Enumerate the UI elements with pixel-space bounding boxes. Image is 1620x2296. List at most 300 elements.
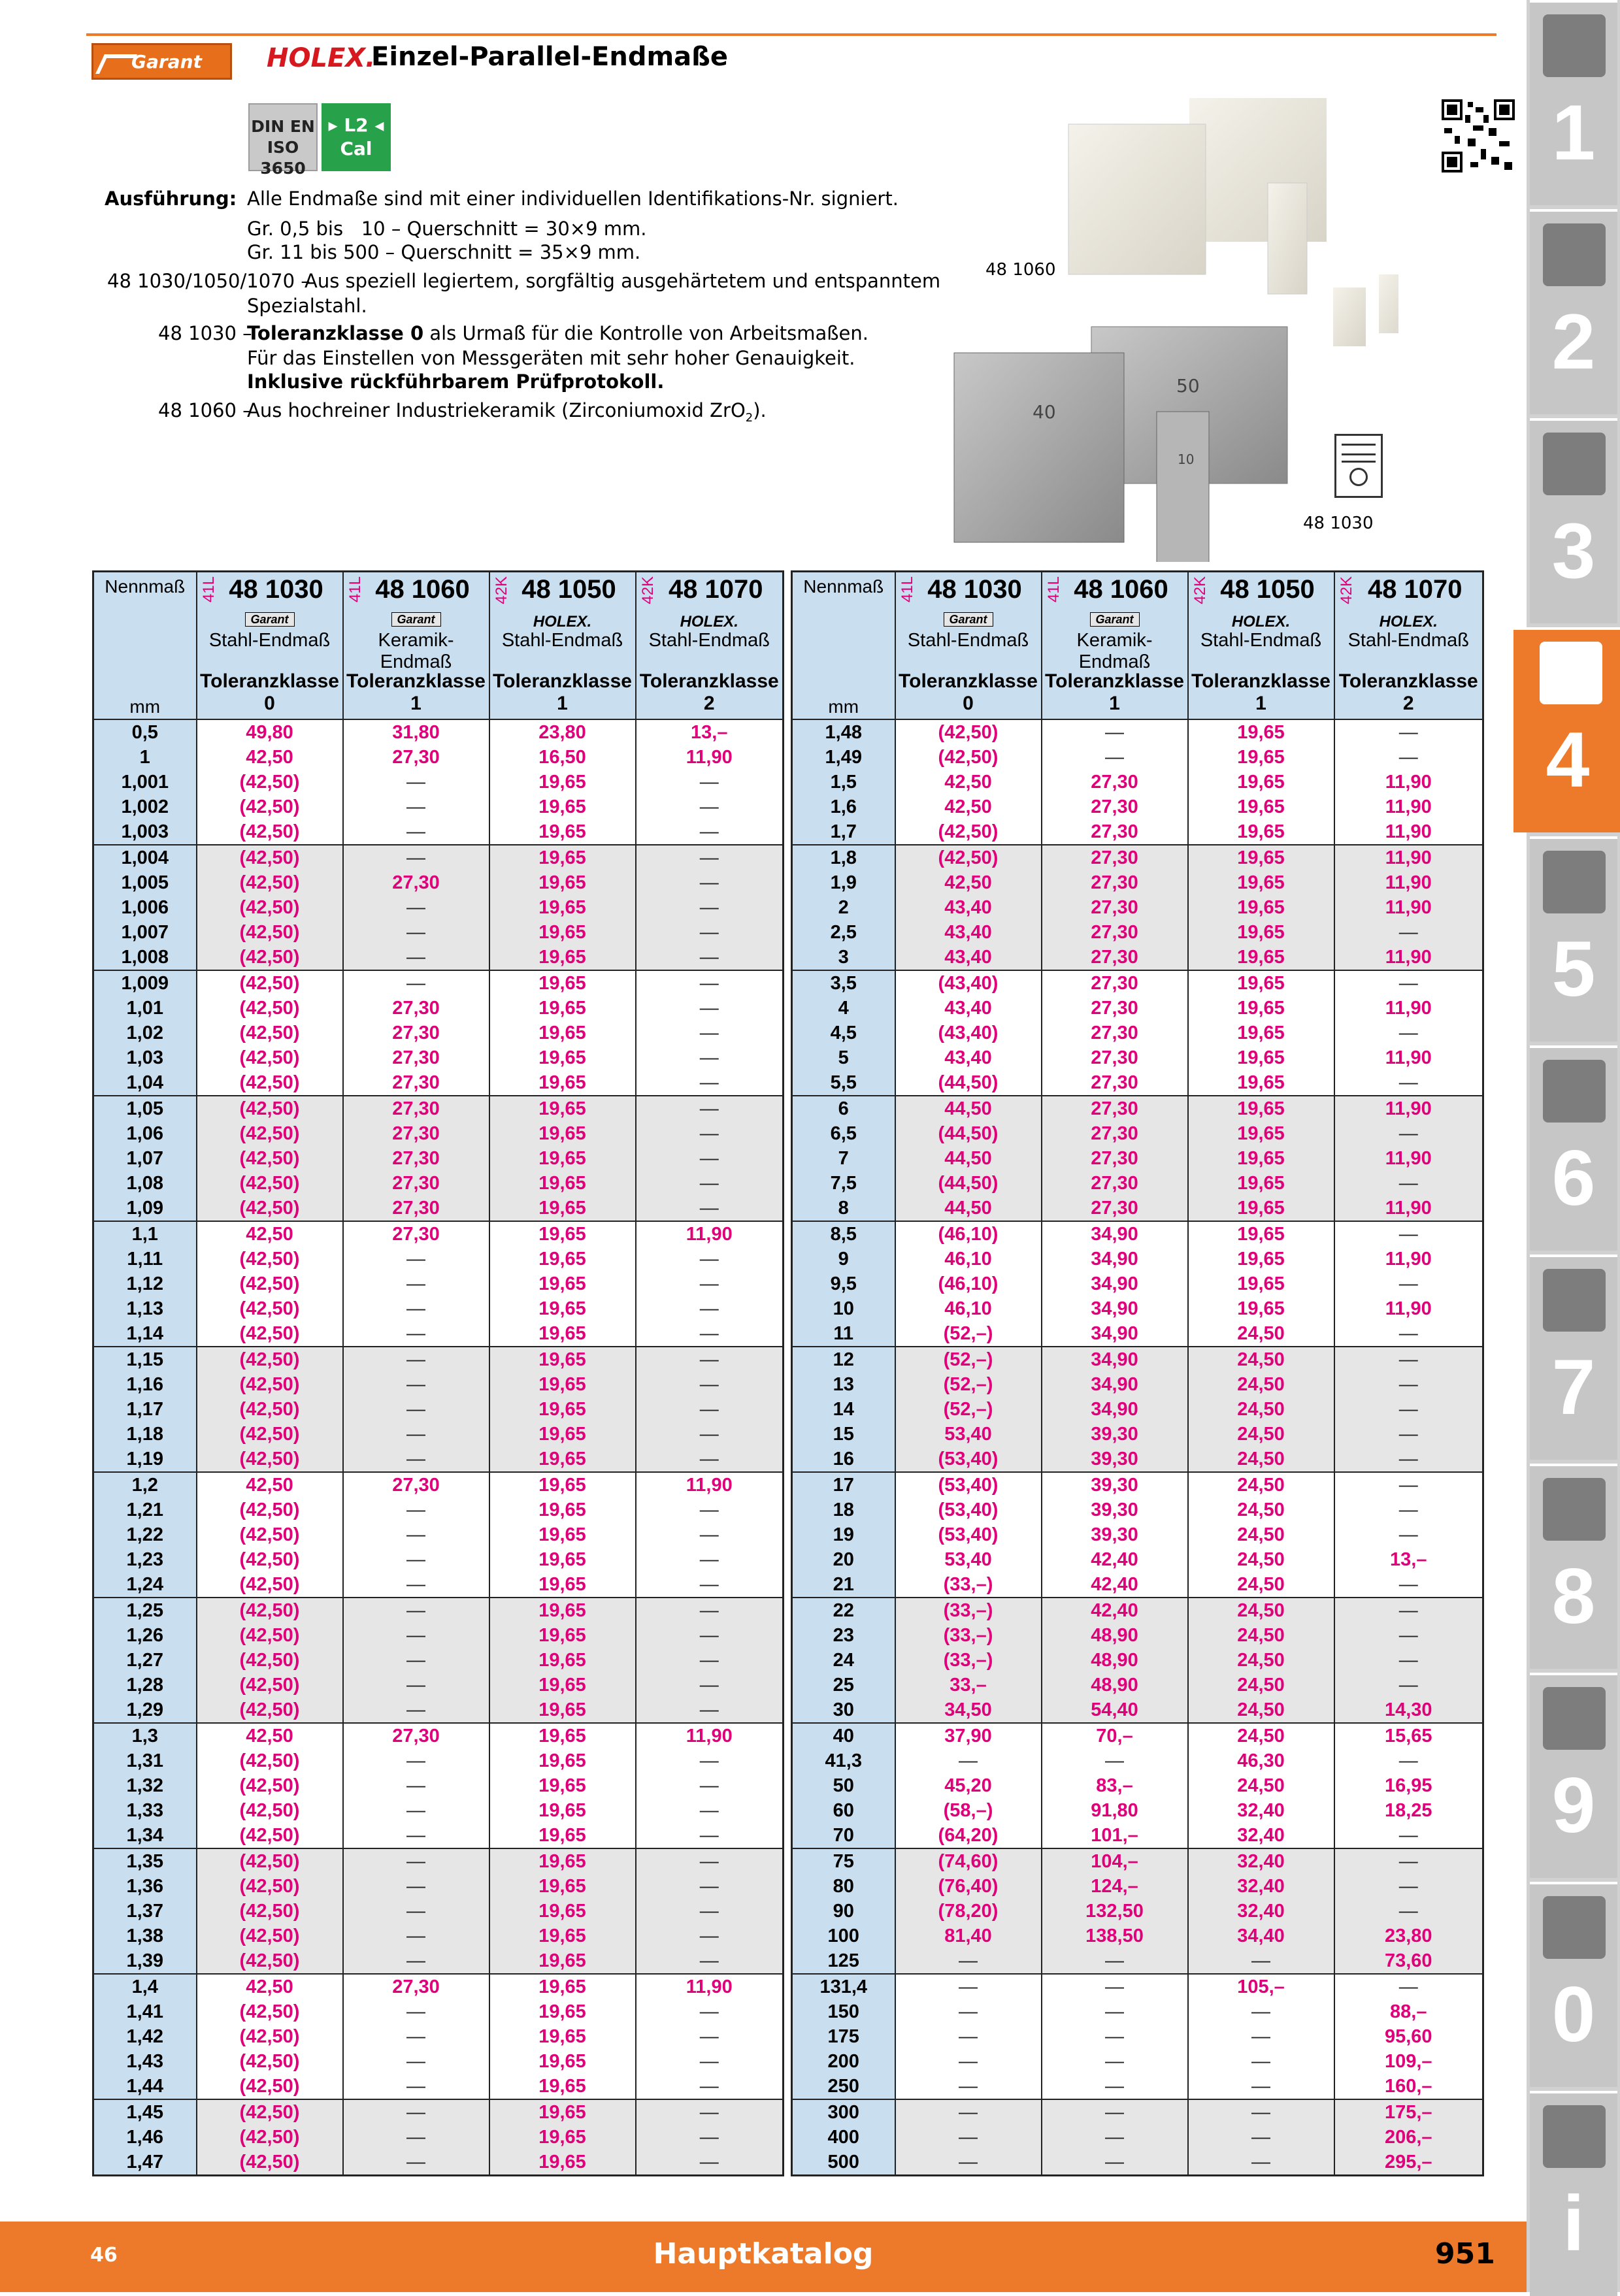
size-cell: 1,008: [93, 945, 197, 970]
chapter-tab-2[interactable]: [1530, 209, 1617, 414]
article-code: 42K: [1337, 576, 1355, 604]
price-cell: 19,65: [489, 1221, 636, 1247]
price-cell: (78,20): [895, 1899, 1042, 1924]
price-cell: 24,50: [1188, 1472, 1334, 1498]
table-row: [93, 1673, 784, 1697]
price-cell: (52,–): [895, 1321, 1042, 1347]
price-cell: 24,50: [1188, 1572, 1334, 1598]
size-cell: 1,006: [93, 895, 197, 920]
price-cell: —: [636, 1397, 784, 1422]
price-cell: 24,50: [1188, 1598, 1334, 1623]
size-cell: 1,07: [93, 1146, 197, 1171]
price-cell: 19,65: [1188, 1096, 1334, 1121]
size-cell: 1,27: [93, 1648, 197, 1673]
price-cell: 19,65: [1188, 1271, 1334, 1296]
size-cell: 1,26: [93, 1623, 197, 1648]
price-cell: 32,40: [1188, 1874, 1334, 1899]
price-cell: —: [1042, 745, 1188, 770]
price-cell: 19,65: [1188, 719, 1334, 745]
price-cell: 19,65: [1188, 845, 1334, 870]
table-row: [792, 845, 1483, 870]
tolerance-value: 1: [1255, 693, 1266, 714]
table-row: [792, 1697, 1483, 1723]
price-cell: 19,65: [489, 895, 636, 920]
size-cell: 1,02: [93, 1021, 197, 1045]
chapter-tab-3[interactable]: [1530, 418, 1617, 623]
table-row: [93, 1221, 784, 1247]
price-cell: —: [343, 770, 489, 795]
price-cell: 39,30: [1042, 1472, 1188, 1498]
price-cell: —: [1042, 2074, 1188, 2099]
price-cell: —: [343, 1999, 489, 2024]
table-row: [93, 745, 784, 770]
size-cell: 18: [792, 1498, 895, 1522]
price-cell: 27,30: [343, 996, 489, 1021]
price-cell: —: [343, 1447, 489, 1472]
price-cell: 46,10: [895, 1296, 1042, 1321]
price-cell: 19,65: [489, 1572, 636, 1598]
price-cell: 16,95: [1334, 1773, 1483, 1798]
brand-name: Garant: [943, 612, 993, 627]
price-cell: (42,50): [197, 1748, 343, 1773]
tolerance-label: Toleranzklasse: [1191, 670, 1331, 692]
size-cell: 1,29: [93, 1697, 197, 1723]
price-cell: —: [1334, 1823, 1483, 1848]
chapter-tab-1[interactable]: [1530, 0, 1617, 205]
price-cell: (42,50): [197, 1697, 343, 1723]
price-cell: (42,50): [197, 819, 343, 845]
price-cell: 34,90: [1042, 1247, 1188, 1271]
table-row: [792, 1623, 1483, 1648]
price-cell: (46,10): [895, 1271, 1042, 1296]
size-cell: 1: [93, 745, 197, 770]
size-cell: 1,46: [93, 2125, 197, 2150]
price-cell: 138,50: [1042, 1924, 1188, 1948]
size-cell: 1,002: [93, 795, 197, 819]
price-cell: 27,30: [1042, 945, 1188, 970]
price-cell: —: [1334, 1623, 1483, 1648]
price-cell: 19,65: [489, 1096, 636, 1121]
price-cell: (42,50): [197, 1899, 343, 1924]
chapter-number: i: [1562, 2180, 1585, 2267]
table-row: [93, 870, 784, 895]
table-row: [93, 1874, 784, 1899]
tolerance-value: 2: [703, 693, 715, 714]
price-cell: 27,30: [343, 745, 489, 770]
price-cell: —: [1334, 1648, 1483, 1673]
table-row: [93, 1697, 784, 1723]
table-row: [93, 1472, 784, 1498]
price-cell: 11,90: [1334, 845, 1483, 870]
ceramic-label: 48 1060 –: [158, 399, 252, 421]
price-cell: (52,–): [895, 1372, 1042, 1397]
price-cell: —: [895, 2150, 1042, 2176]
price-cell: 19,65: [1188, 1196, 1334, 1221]
tolerance-label: Toleranzklasse: [899, 670, 1038, 692]
table-row: [93, 770, 784, 795]
chapter-tab-0[interactable]: [1530, 1882, 1617, 2087]
brand-logo: [1380, 613, 1438, 631]
price-cell: 27,30: [343, 1196, 489, 1221]
price-cell: (44,50): [895, 1171, 1042, 1196]
size-cell: 1,39: [93, 1948, 197, 1974]
table-row: [93, 1773, 784, 1798]
price-cell: (52,–): [895, 1347, 1042, 1372]
price-cell: —: [1334, 1021, 1483, 1045]
size-cell: 1,17: [93, 1397, 197, 1422]
size-cell: 1,14: [93, 1321, 197, 1347]
price-cell: (42,50): [197, 1422, 343, 1447]
price-cell: —: [1334, 1974, 1483, 1999]
price-cell: —: [895, 2049, 1042, 2074]
unit-label: mm: [129, 697, 161, 717]
price-cell: —: [636, 1146, 784, 1171]
size-cell: 21: [792, 1572, 895, 1598]
table-row: [93, 1899, 784, 1924]
table-row: [93, 1196, 784, 1221]
price-cell: —: [1334, 1748, 1483, 1773]
price-cell: 43,40: [895, 920, 1042, 945]
price-cell: —: [636, 920, 784, 945]
price-cell: 24,50: [1188, 1347, 1334, 1372]
price-cell: 34,90: [1042, 1221, 1188, 1247]
price-cell: (42,50): [197, 1096, 343, 1121]
article-header: [895, 572, 1042, 720]
price-cell: —: [636, 795, 784, 819]
price-cell: —: [1334, 1070, 1483, 1096]
table-row: [792, 1673, 1483, 1697]
price-cell: 24,50: [1188, 1422, 1334, 1447]
table-row: [93, 1447, 784, 1472]
price-cell: (42,50): [197, 1798, 343, 1823]
price-cell: —: [895, 1974, 1042, 1999]
price-cell: 19,65: [489, 1874, 636, 1899]
tolerance-label: Toleranzklasse: [1045, 670, 1184, 692]
table-row: [93, 1397, 784, 1422]
info-icon: [1543, 2105, 1606, 2168]
price-cell: 19,65: [489, 1347, 636, 1372]
article-code: 41L: [898, 576, 916, 603]
price-cell: 42,50: [895, 770, 1042, 795]
table-row: [93, 1498, 784, 1522]
price-cell: —: [895, 2024, 1042, 2049]
table-row: [792, 1899, 1483, 1924]
size-cell: 12: [792, 1347, 895, 1372]
table-row: [792, 1472, 1483, 1498]
price-cell: —: [636, 1798, 784, 1823]
table-row: [93, 2024, 784, 2049]
price-cell: 48,90: [1042, 1623, 1188, 1648]
table-row: [93, 920, 784, 945]
price-cell: 19,65: [1188, 1021, 1334, 1045]
price-cell: 27,30: [343, 1723, 489, 1748]
block-label-10: 10: [1178, 451, 1195, 467]
price-cell: —: [1042, 1999, 1188, 2024]
table-row: [93, 1045, 784, 1070]
price-cell: (42,50): [197, 1572, 343, 1598]
price-cell: 27,30: [1042, 795, 1188, 819]
size-cell: 1,11: [93, 1247, 197, 1271]
chapter-tab-8[interactable]: [1530, 1464, 1617, 1669]
price-cell: 27,30: [1042, 1070, 1188, 1096]
size-cell: 175: [792, 2024, 895, 2049]
price-cell: —: [636, 1598, 784, 1623]
size-cell: 1,06: [93, 1121, 197, 1146]
table-row: [792, 1723, 1483, 1748]
price-cell: (33,–): [895, 1623, 1042, 1648]
din-badge: DIN EN ISO 3650: [248, 103, 318, 171]
size-cell: 23: [792, 1623, 895, 1648]
price-cell: 11,90: [1334, 795, 1483, 819]
price-cell: 19,65: [489, 1673, 636, 1697]
block-label-50: 50: [1176, 375, 1200, 397]
price-table-right: [791, 570, 1484, 2176]
tolerance-class: [1189, 670, 1334, 715]
table-row: [792, 2150, 1483, 2176]
table-row: [93, 1247, 784, 1271]
price-cell: —: [636, 2024, 784, 2049]
article-number: 48 1060: [1074, 575, 1168, 604]
qr-code[interactable]: [1442, 99, 1515, 172]
price-cell: 19,65: [1188, 1247, 1334, 1271]
size-cell: 30: [792, 1697, 895, 1723]
price-cell: 19,65: [489, 1648, 636, 1673]
price-cell: 27,30: [343, 1146, 489, 1171]
price-cell: 19,65: [489, 1598, 636, 1623]
brand-name: HOLEX.: [1379, 613, 1438, 631]
price-cell: —: [1042, 2150, 1188, 2176]
article-number: 48 1050: [1220, 575, 1315, 604]
price-cell: —: [343, 895, 489, 920]
price-cell: 27,30: [343, 1974, 489, 1999]
size-cell: 1,36: [93, 1874, 197, 1899]
size-cell: 1,7: [792, 819, 895, 845]
price-cell: —: [1334, 745, 1483, 770]
price-cell: (42,50): [197, 1070, 343, 1096]
brand-name: HOLEX.: [680, 613, 738, 631]
price-cell: —: [343, 1321, 489, 1347]
price-cell: 37,90: [895, 1723, 1042, 1748]
price-cell: —: [343, 1748, 489, 1773]
table-row: [792, 2099, 1483, 2125]
price-cell: 53,40: [895, 1422, 1042, 1447]
article-code: 42K: [492, 576, 510, 604]
size-cell: 20: [792, 1547, 895, 1572]
price-cell: (42,50): [197, 2049, 343, 2074]
size-cell: 1,1: [93, 1221, 197, 1247]
price-cell: —: [343, 1823, 489, 1848]
price-cell: —: [1334, 1522, 1483, 1547]
table-row: [792, 945, 1483, 970]
price-cell: 19,65: [489, 1697, 636, 1723]
chapter-tab-i[interactable]: [1530, 2091, 1617, 2296]
price-cell: (42,50): [197, 1547, 343, 1572]
size-cell: 4,5: [792, 1021, 895, 1045]
table-row: [792, 1347, 1483, 1372]
tolerance-class: [1042, 670, 1187, 715]
table-row: [93, 1347, 784, 1372]
price-cell: (44,50): [895, 1121, 1042, 1146]
table-row: [792, 1247, 1483, 1271]
price-cell: —: [636, 870, 784, 895]
table-row: [93, 1823, 784, 1848]
price-cell: 46,10: [895, 1247, 1042, 1271]
tolerance-class: [490, 670, 635, 715]
price-cell: 95,60: [1334, 2024, 1483, 2049]
price-cell: 11,90: [1334, 1196, 1483, 1221]
price-cell: 33,–: [895, 1673, 1042, 1697]
price-cell: 101,–: [1042, 1823, 1188, 1848]
pliers-icon: [1543, 1269, 1606, 1332]
wrench-icon: [1543, 1060, 1606, 1123]
table-row: [792, 1271, 1483, 1296]
size-cell: 1,25: [93, 1598, 197, 1623]
chapter-tab-6[interactable]: [1530, 1045, 1617, 1251]
price-cell: 24,50: [1188, 1321, 1334, 1347]
size-cell: 1,13: [93, 1296, 197, 1321]
table-row: [792, 1572, 1483, 1598]
size-cell: 60: [792, 1798, 895, 1823]
price-cell: —: [1334, 1874, 1483, 1899]
size-cell: 2,5: [792, 920, 895, 945]
price-cell: 27,30: [343, 870, 489, 895]
price-cell: —: [343, 1648, 489, 1673]
price-cell: (42,50): [197, 1121, 343, 1146]
size-cell: 1,01: [93, 996, 197, 1021]
chapter-tab-4[interactable]: [1513, 627, 1620, 832]
tolerance-label: Toleranzklasse: [639, 670, 779, 692]
table-header: [93, 572, 784, 720]
price-cell: 27,30: [1042, 1171, 1188, 1196]
price-cell: (52,–): [895, 1397, 1042, 1422]
photo-label-ceramic: 48 1060: [985, 260, 1056, 280]
article-header: [1188, 572, 1334, 720]
size-cell: 8: [792, 1196, 895, 1221]
price-cell: 42,50: [197, 1723, 343, 1748]
price-cell: —: [1188, 2049, 1334, 2074]
article-code: 42K: [1191, 576, 1209, 604]
price-cell: 19,65: [489, 1974, 636, 1999]
size-cell: 6: [792, 1096, 895, 1121]
size-cell: 2: [792, 895, 895, 920]
price-cell: 19,65: [1188, 996, 1334, 1021]
price-cell: 34,50: [895, 1697, 1042, 1723]
brand-logo: [680, 613, 738, 631]
steel-text-2: Spezialstahl.: [247, 295, 367, 317]
price-cell: 34,40: [1188, 1924, 1334, 1948]
price-cell: 19,65: [489, 1321, 636, 1347]
price-cell: —: [1334, 1221, 1483, 1247]
price-cell: —: [636, 1948, 784, 1974]
price-cell: —: [636, 1070, 784, 1096]
size-cell: 14: [792, 1397, 895, 1422]
chapter-tab-5[interactable]: [1530, 836, 1617, 1041]
price-cell: —: [636, 845, 784, 870]
price-cell: (42,50): [197, 1522, 343, 1547]
tolerance-class: [344, 670, 489, 715]
price-cell: 42,40: [1042, 1547, 1188, 1572]
table-row: [792, 2125, 1483, 2150]
chapter-number: 7: [1551, 1343, 1596, 1431]
price-cell: 27,30: [1042, 1096, 1188, 1121]
price-cell: (53,40): [895, 1522, 1042, 1547]
article-number: 48 1030: [927, 575, 1022, 604]
table-row: [792, 1522, 1483, 1547]
price-cell: (42,50): [197, 795, 343, 819]
price-cell: 48,90: [1042, 1673, 1188, 1697]
table-row: [792, 1848, 1483, 1874]
price-cell: —: [343, 1498, 489, 1522]
table-row: [792, 1648, 1483, 1673]
size-cell: 3,5: [792, 970, 895, 996]
article-number: 48 1070: [668, 575, 763, 604]
size-cell: 1,34: [93, 1823, 197, 1848]
size-cell: 1,44: [93, 2074, 197, 2099]
price-cell: 19,65: [489, 1748, 636, 1773]
price-cell: —: [636, 2074, 784, 2099]
brand-name: Garant: [1089, 612, 1139, 627]
table-row: [792, 1321, 1483, 1347]
price-cell: 104,–: [1042, 1848, 1188, 1874]
table-row: [93, 945, 784, 970]
price-cell: —: [1334, 920, 1483, 945]
price-cell: —: [636, 1547, 784, 1572]
caliper-icon: [1540, 642, 1602, 704]
size-cell: 1,9: [792, 870, 895, 895]
chapter-tab-7[interactable]: [1530, 1255, 1617, 1460]
price-cell: —: [343, 1572, 489, 1598]
price-cell: 11,90: [1334, 1045, 1483, 1070]
price-cell: (42,50): [197, 1196, 343, 1221]
price-cell: 39,30: [1042, 1447, 1188, 1472]
size-cell: 1,08: [93, 1171, 197, 1196]
price-cell: —: [1188, 2150, 1334, 2176]
price-cell: 295,–: [1334, 2150, 1483, 2176]
price-cell: —: [636, 1171, 784, 1196]
table-row: [93, 2049, 784, 2074]
price-cell: —: [1334, 719, 1483, 745]
price-cell: —: [636, 770, 784, 795]
table-row: [792, 719, 1483, 745]
price-cell: —: [636, 1196, 784, 1221]
price-cell: 49,80: [197, 719, 343, 745]
table-row: [792, 996, 1483, 1021]
tolerance-class: [197, 670, 342, 715]
size-cell: 1,49: [792, 745, 895, 770]
insert-icon: [1543, 223, 1606, 286]
table-row: [792, 795, 1483, 819]
price-cell: 19,65: [489, 1723, 636, 1748]
price-cell: —: [1334, 1171, 1483, 1196]
price-cell: —: [636, 1247, 784, 1271]
price-cell: (44,50): [895, 1070, 1042, 1096]
price-cell: —: [1042, 1948, 1188, 1974]
size-cell: 200: [792, 2049, 895, 2074]
size-cell: 17: [792, 1472, 895, 1498]
price-cell: 19,65: [489, 920, 636, 945]
price-cell: (64,20): [895, 1823, 1042, 1848]
chapter-tab-9[interactable]: [1530, 1673, 1617, 1878]
price-cell: —: [343, 2074, 489, 2099]
ausfuehrung-label: Ausführung:: [105, 188, 237, 210]
price-cell: 83,–: [1042, 1773, 1188, 1798]
price-cell: 11,90: [1334, 996, 1483, 1021]
cabinet-icon: [1543, 1687, 1606, 1750]
price-cell: —: [343, 1397, 489, 1422]
size-cell: 1,43: [93, 2049, 197, 2074]
price-cell: 19,65: [489, 1999, 636, 2024]
price-cell: 24,50: [1188, 1498, 1334, 1522]
